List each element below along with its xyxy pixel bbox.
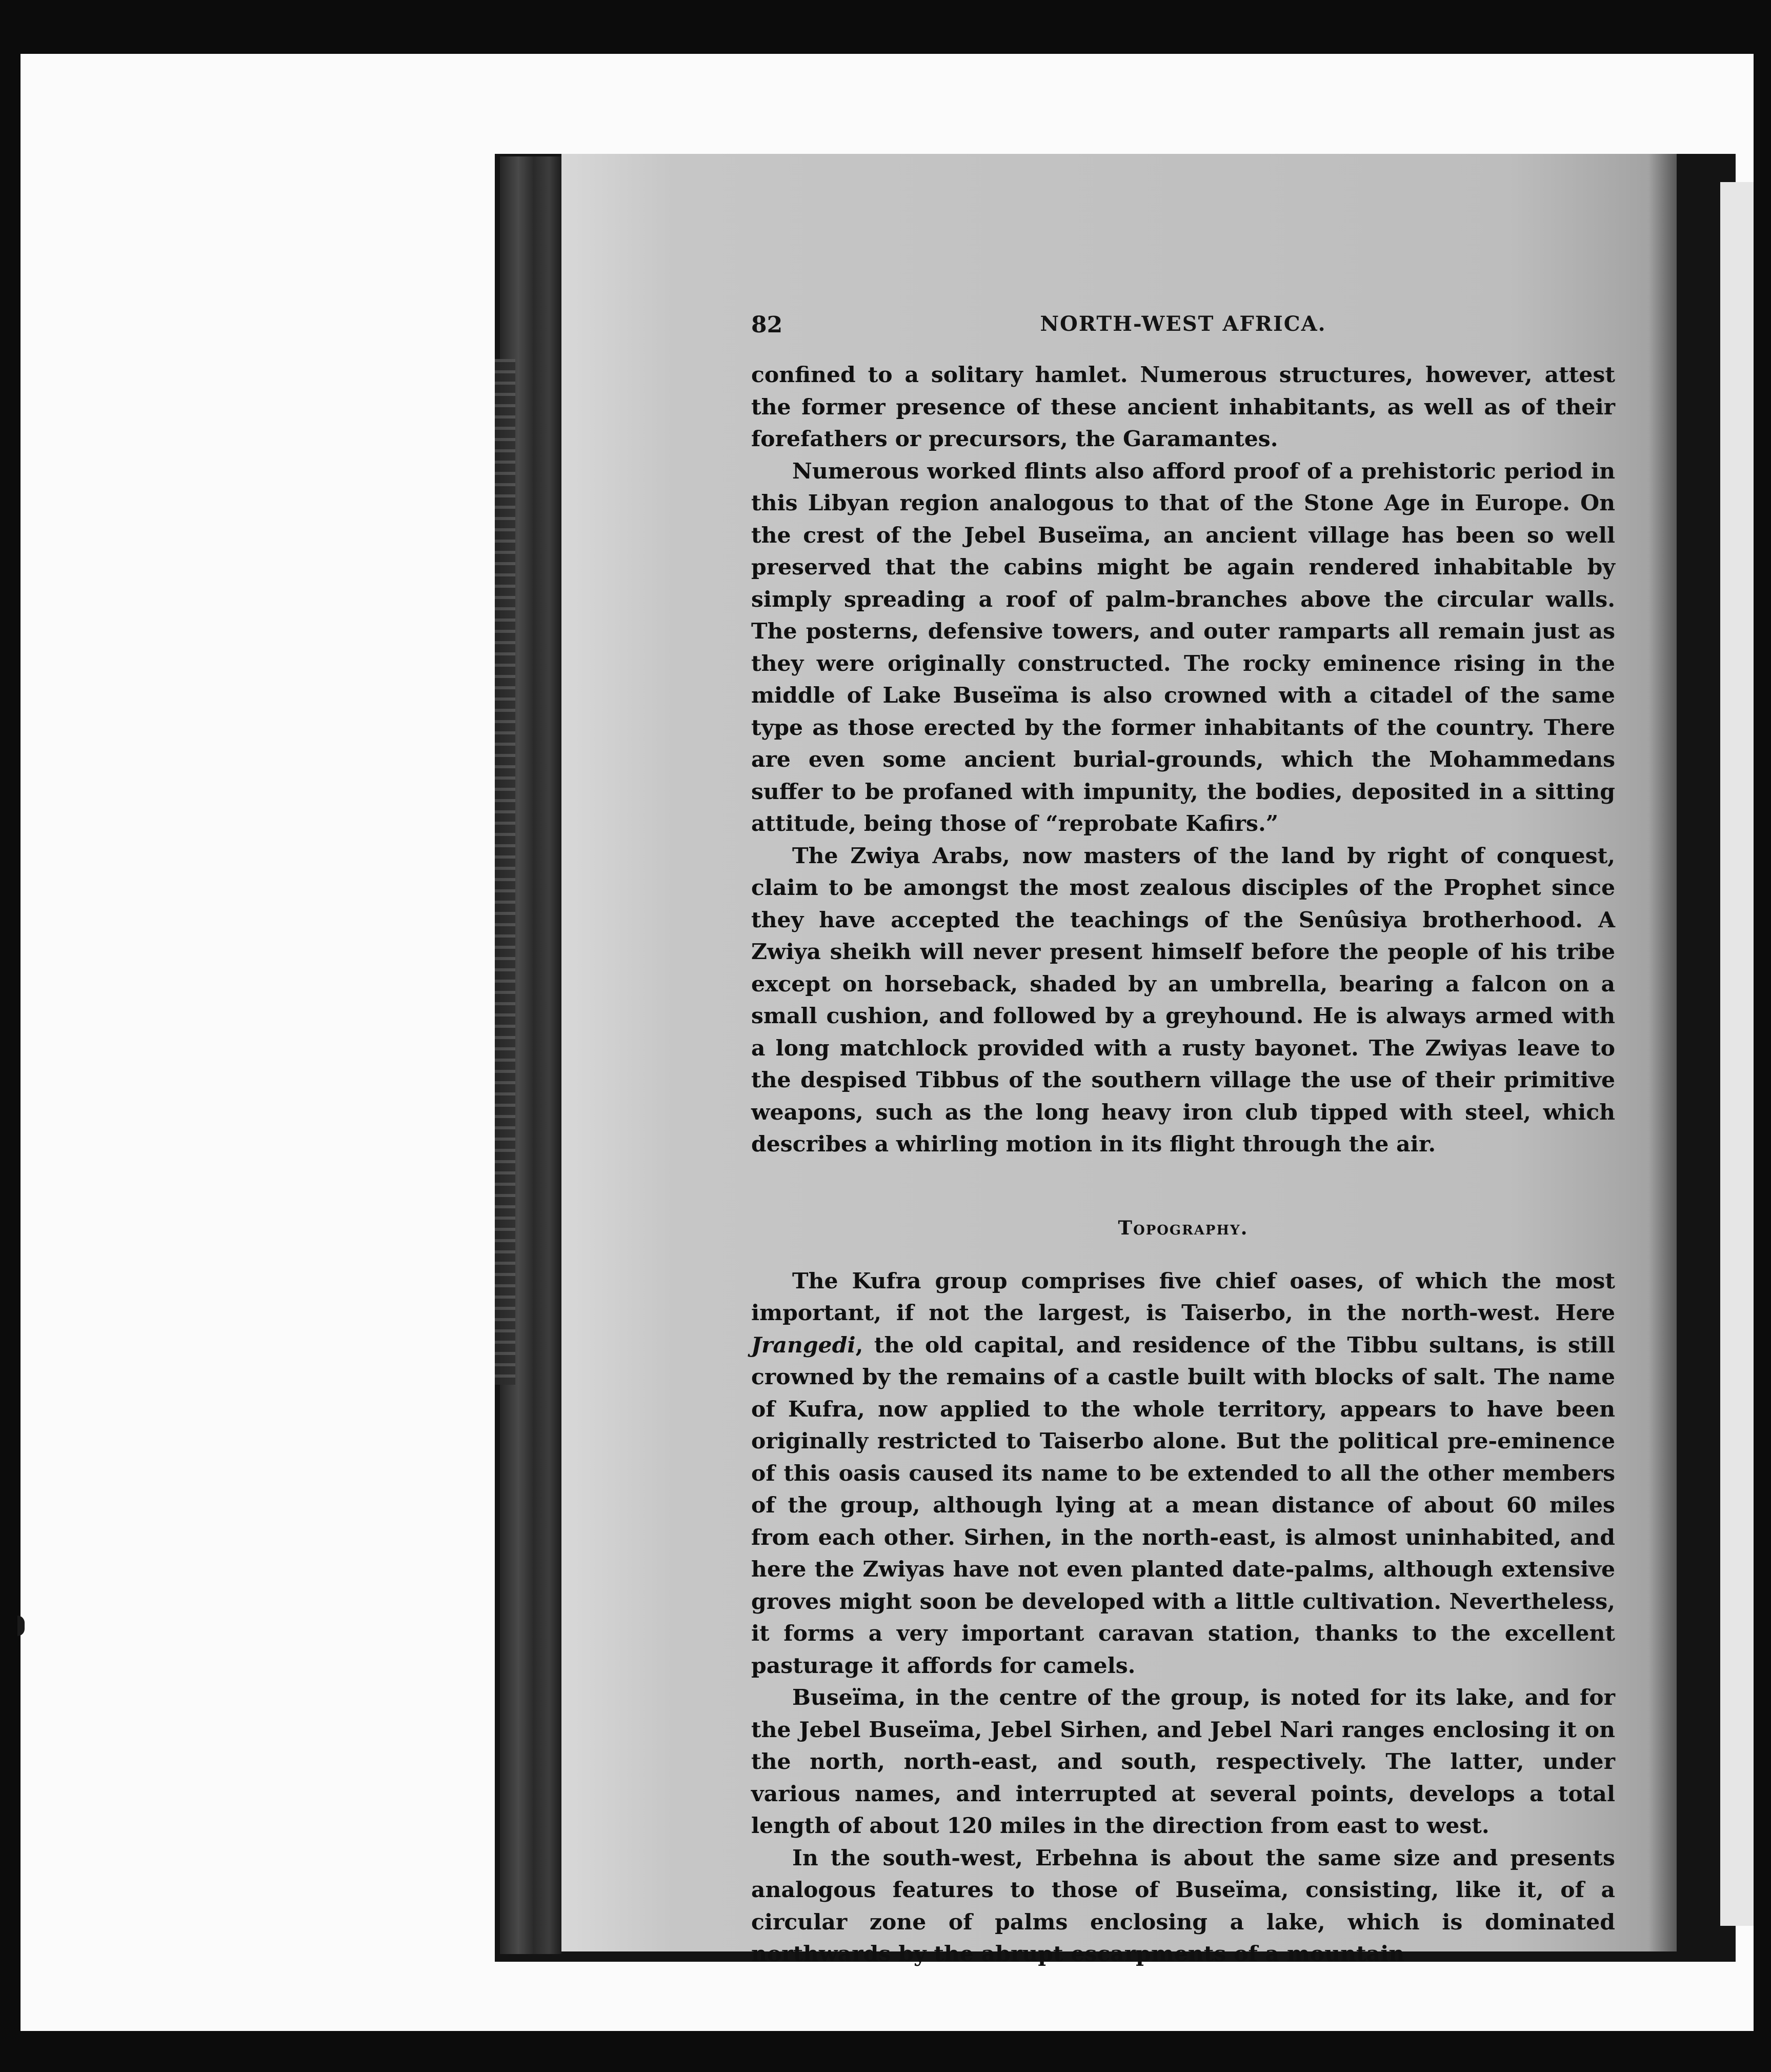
page-header-title: NORTH-WEST AFRICA. bbox=[1040, 312, 1326, 336]
paragraph-erbehna: In the south-west, Erbehna is about the same size and presents analogous features to those of Buseïma, consisting, like it, of a circular zone of palms enclosing a lake, which is dominated northwards by the abrupt escarpments of a mountain bbox=[751, 1845, 1615, 1967]
paragraph-flints: Numerous worked flints also afford proof of a prehistoric period in this Libyan region analogous to that of the Stone Age in Europe. On the crest of the Jebel Buseïma, an ancient village has been so well preserved that the cabins might be again rendered inhabitable by simply spreading a roof of palm-branches above the circular walls. The posterns, defensive towers, and outer ramparts all remain just as they were originally constructed. The rocky eminence rising in the middle of Lake Buseïma is also crowned with a citadel of the same type as those erected by the former inhabitants of the country. There are even some ancient burial-grounds, which the Mohammedans suffer to be profaned with impunity, the bodies, deposited in a sitting attitude, being those of “reprobate Kafirs.” bbox=[751, 458, 1615, 836]
paragraph-kufra-group bbox=[751, 1265, 1615, 1682]
page-gutter-shadow bbox=[1648, 154, 1679, 1951]
spine-binding bbox=[495, 359, 515, 1385]
italic-place-name: Jrangedi bbox=[751, 1332, 856, 1358]
running-head bbox=[751, 308, 1615, 349]
paragraph-text: The Kufra group comprises five chief oases, of which the most important, if not the largest, is Taiserbo, in the north-west. Here bbox=[751, 1268, 1615, 1326]
page-number: 82 bbox=[751, 312, 783, 338]
paragraph-zwiya-arabs: The Zwiya Arabs, now masters of the land by right of conquest, claim to be amongst the most zealous disciples of the Prophet since they have accepted the teachings of the Senûsiya brotherhood. A Zwiya sheikh will never present himself before the people of his tribe except on horseback, shaded by an umbrella, bearing a falcon on a small cushion, and followed by a greyhound. He is always armed with a long matchlock provided with a rusty bayonet. The Zwiyas leave to the despised Tibbus of the southern village the use of their primitive weapons, such as the long heavy iron club tipped with steel, which describes a whirling motion in its flight through the air. bbox=[751, 843, 1615, 1157]
section-heading: Topography. bbox=[1118, 1216, 1249, 1239]
page-text-block bbox=[751, 359, 1615, 1970]
paragraph-continued: confined to a solitary hamlet. Numerous structures, however, attest the former presence of these ancient inhabitants, as well as of their forefathers or precursors, the Garamantes. bbox=[751, 362, 1615, 452]
paragraph-text: , the old capital, and residence of the Tibbu sultans, is still crowned by the remains of a castle built with blocks of salt. The name of Kufra, now applied to the whole territory, appears to have been originally restricted to Taiserbo alone. But the political pre-eminence of this oasis caused its name to be extended to all the other members of the group, although lying at a mean distance of about 60 miles from each other. Sirhen, in the north-east, is almost uninhabited, and here the Zwiyas have not even planted date-palms, although extensive groves might soon be developed with a little cultivation. Nevertheless, it forms a very important caravan station, thanks to the excellent pasturage it affords for camels. bbox=[751, 1332, 1615, 1679]
paragraph-buseima: Buseïma, in the centre of the group, is noted for its lake, and for the Jebel Buseïma, Jebel Sirhen, and Jebel Nari ranges enclosing it on the north, north-east, and south, respectively. The latter, under various names, and interrupted at several points, develops a total length of about 120 miles in the direction from east to west. bbox=[751, 1685, 1615, 1839]
adjacent-page-edge bbox=[1720, 182, 1754, 1926]
